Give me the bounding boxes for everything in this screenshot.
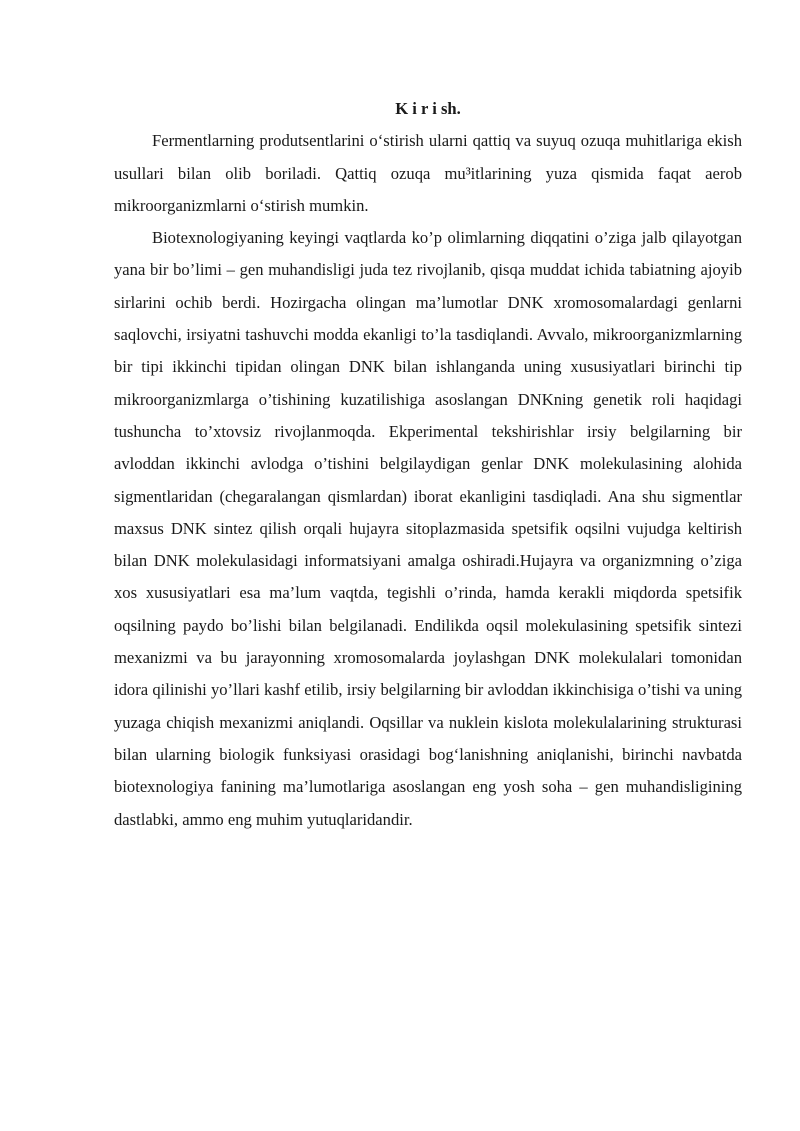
paragraph-2: Biotexnologiyaning keyingi vaqtlarda ko’p olimlarning diqqatini o’ziga jalb qilayotgan yana bir bo’limi – gen muhandisligi juda tez rivojlanib, qisqa muddat ichida tabiatning ajoyib sirlarini ochib berdi. Hozirgacha olingan ma’lumotlar DNK xromosomalardagi genlarni saqlovchi, irsiyatni tashuvchi modda ekanligi to’la tasdiqlandi. Avvalo, mikroorganizmlarning bir tipi ikkinchi tipidan olingan DNK bilan ishlanganda uning xususiyatlari birinchi tip mikroorganizmlarga o’tishining kuzatilishiga asoslangan DNKning genetik roli haqidagi tushuncha to’xtovsiz rivojlanmoqda. Ekperimental tekshirishlar irsiy belgilarning bir avloddan ikkinchi avlodga o’tishini belgilaydigan genlar DNK molekulasining alohida sigmentlaridan (chegaralangan qismlardan) iborat ekanligini tasdiqladi. Ana shu sigmentlar maxsus DNK sintez qilish orqali hujayra sitoplazmasida spetsifik oqsilni vujudga keltirish bilan DNK molekulasidagi informatsiyani amalga oshiradi.Hujayra va organizmning o’ziga xos xususiyatlari esa ma’lum vaqtda, tegishli o’rinda, hamda kerakli miqdorda spetsifik oqsilning paydo bo’lishi bilan belgilanadi. Endilikda oqsil molekulasining spetsifik sintezi mexanizmi va bu jarayonning xromosomalarda joylashgan DNK molekulalari tomonidan idora qilinishi yo’llari kashf etilib, irsiy belgilarning bir avloddan ikkinchisiga o’tishi va uning yuzaga chiqish mexanizmi aniqlandi. Oqsillar va nuklein kislota molekulalarining strukturasi bilan ularning biologik funksiyasi orasidagi bog‘lanishning aniqlanishi, birinchi navbatda biotexnologiya fanining ma’lumotlariga asoslangan eng yosh soha – gen muhandisligining dastlabki, ammo eng muhim yutuqlaridandir. (114, 228, 742, 829)
document-title: K i r i sh. (395, 99, 461, 118)
document-page (114, 93, 742, 836)
paragraph-1: Fermentlarning produtsentlarini o‘stirish ularni qattiq va suyuq ozuqa muhitlariga ekish usullari bilan olib boriladi. Qattiq ozuqa mu³itlarining yuza qismida faqat aerob mikroorganizmlarni o‘stirish mumkin. (114, 131, 742, 215)
